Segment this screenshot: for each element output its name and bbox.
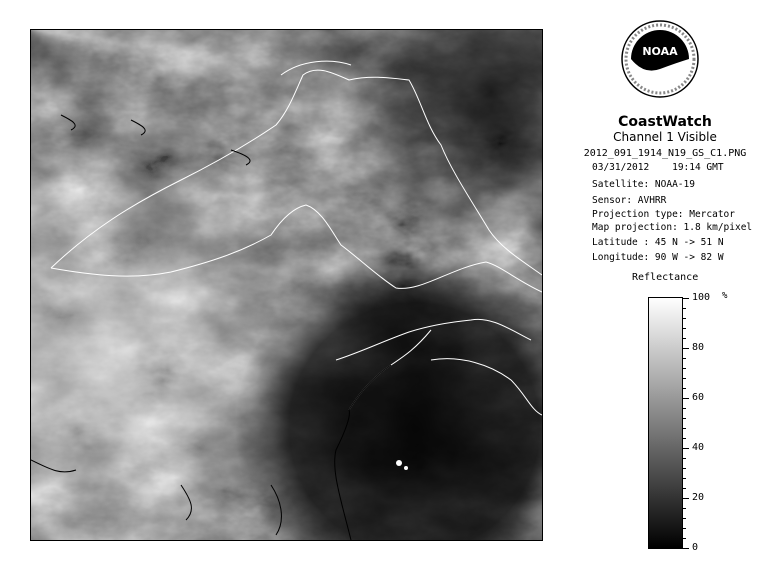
colorbar-minor-tick xyxy=(683,528,686,529)
colorbar-title: Reflectance xyxy=(632,272,699,283)
satellite-image xyxy=(30,29,543,541)
sensor-label: Sensor: AVHRR xyxy=(592,195,667,206)
latitude-label: Latitude : 45 N -> 51 N xyxy=(592,237,724,248)
channel-label: Channel 1 Visible xyxy=(613,130,717,144)
colorbar-minor-tick xyxy=(683,508,686,509)
colorbar-tick-mark xyxy=(683,498,689,499)
island-2 xyxy=(404,466,408,470)
colorbar-minor-tick xyxy=(683,428,686,429)
map-projection-label: Map projection: 1.8 km/pixel xyxy=(592,222,753,233)
filename-label: 2012_091_1914_N19_GS_C1.PNG xyxy=(583,148,747,159)
colorbar-minor-tick xyxy=(683,518,686,519)
noaa-logo xyxy=(618,17,702,107)
island-1 xyxy=(396,460,402,466)
colorbar-minor-tick xyxy=(683,408,686,409)
app-title: CoastWatch xyxy=(618,114,712,130)
colorbar-minor-tick xyxy=(683,328,686,329)
colorbar-tick-label: 40 xyxy=(692,442,705,453)
colorbar-minor-tick xyxy=(683,418,686,419)
time-label: 19:14 GMT xyxy=(672,162,724,173)
longitude-label: Longitude: 90 W -> 82 W xyxy=(592,252,724,263)
colorbar-minor-tick xyxy=(683,458,686,459)
dark-clear-area-se xyxy=(31,30,542,540)
colorbar-tick-mark xyxy=(683,398,689,399)
colorbar-minor-tick xyxy=(683,438,686,439)
colorbar-minor-tick xyxy=(683,338,686,339)
colorbar-minor-tick xyxy=(683,468,686,469)
satellite-map xyxy=(31,30,542,540)
colorbar-minor-tick xyxy=(683,388,686,389)
date-label: 03/31/2012 xyxy=(592,162,650,173)
colorbar xyxy=(648,297,683,549)
colorbar-minor-tick xyxy=(683,538,686,539)
colorbar-tick-mark xyxy=(683,548,689,549)
colorbar-tick-mark xyxy=(683,348,689,349)
projection-type-label: Projection type: Mercator xyxy=(592,209,735,220)
colorbar-minor-tick xyxy=(683,368,686,369)
colorbar-tick-label: 60 xyxy=(692,392,705,403)
colorbar-unit: % xyxy=(722,291,728,301)
colorbar-minor-tick xyxy=(683,478,686,479)
colorbar-tick-mark xyxy=(683,448,689,449)
colorbar-minor-tick xyxy=(683,378,686,379)
colorbar-minor-tick xyxy=(683,318,686,319)
date-time-row xyxy=(592,162,724,174)
colorbar-minor-tick xyxy=(683,308,686,309)
colorbar-tick-label: 20 xyxy=(692,492,705,503)
logo-text: NOAA xyxy=(642,45,678,58)
colorbar-minor-tick xyxy=(683,488,686,489)
colorbar-tick-mark xyxy=(683,298,689,299)
colorbar-tick-label: 0 xyxy=(692,542,699,553)
colorbar-tick-label: 80 xyxy=(692,342,705,353)
colorbar-tick-label: 100 xyxy=(692,292,711,303)
colorbar-minor-tick xyxy=(683,358,686,359)
satellite-label: Satellite: NOAA-19 xyxy=(592,179,695,190)
